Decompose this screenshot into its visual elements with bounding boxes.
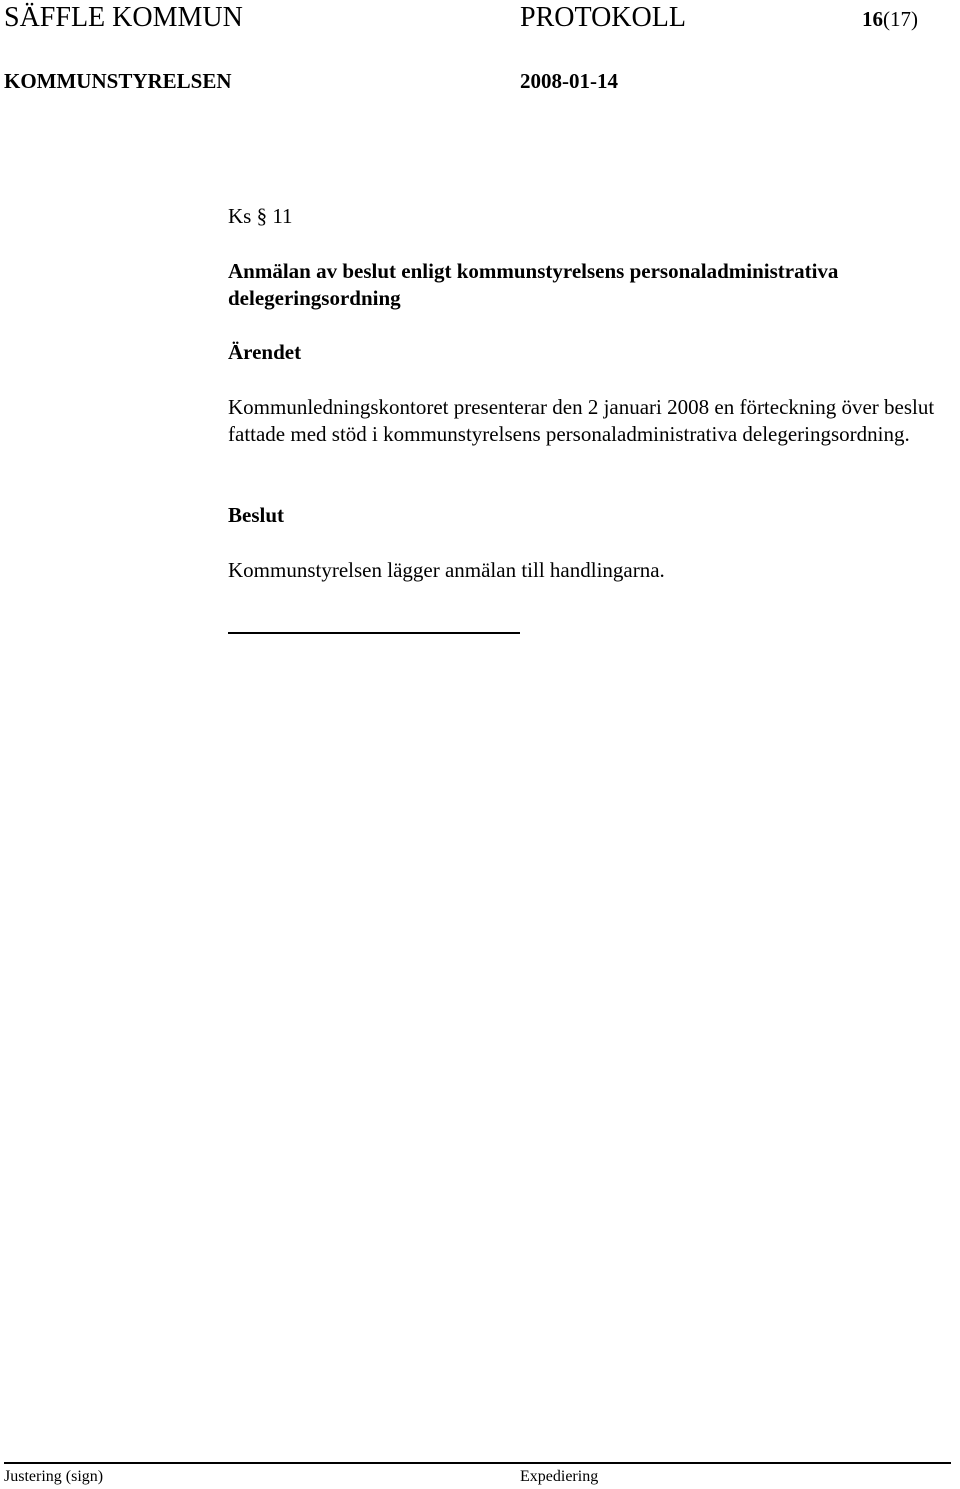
end-of-item-rule: [228, 632, 520, 634]
organization-name: SÄFFLE KOMMUN: [4, 2, 243, 33]
arende-heading: Ärendet: [228, 340, 302, 364]
arende-text: Kommunledningskontoret presenterar den 2 januari 2008 en förteckning över beslut fattade med stöd i kommunstyrelsens personaladministrativa delegeringsordning.: [228, 395, 935, 446]
footer-justering-label: Justering (sign): [4, 1468, 104, 1485]
footer-divider: [4, 1462, 951, 1464]
footer-expediering-label: Expediering: [520, 1468, 599, 1485]
item-title: Anmälan av beslut enligt kommunstyrelsens personaladministrativa delegeringsordning: [228, 259, 839, 310]
meeting-date: 2008-01-14: [520, 69, 618, 93]
paragraph-id: Ks § 11: [228, 204, 293, 228]
page-number-current: 16: [862, 7, 883, 31]
committee-name: KOMMUNSTYRELSEN: [4, 69, 232, 93]
document-type: PROTOKOLL: [520, 2, 686, 33]
beslut-text: Kommunstyrelsen lägger anmälan till handlingarna.: [228, 558, 665, 582]
page-number: [862, 6, 918, 32]
page-number-total: (17): [883, 7, 918, 31]
beslut-heading: Beslut: [228, 503, 285, 527]
